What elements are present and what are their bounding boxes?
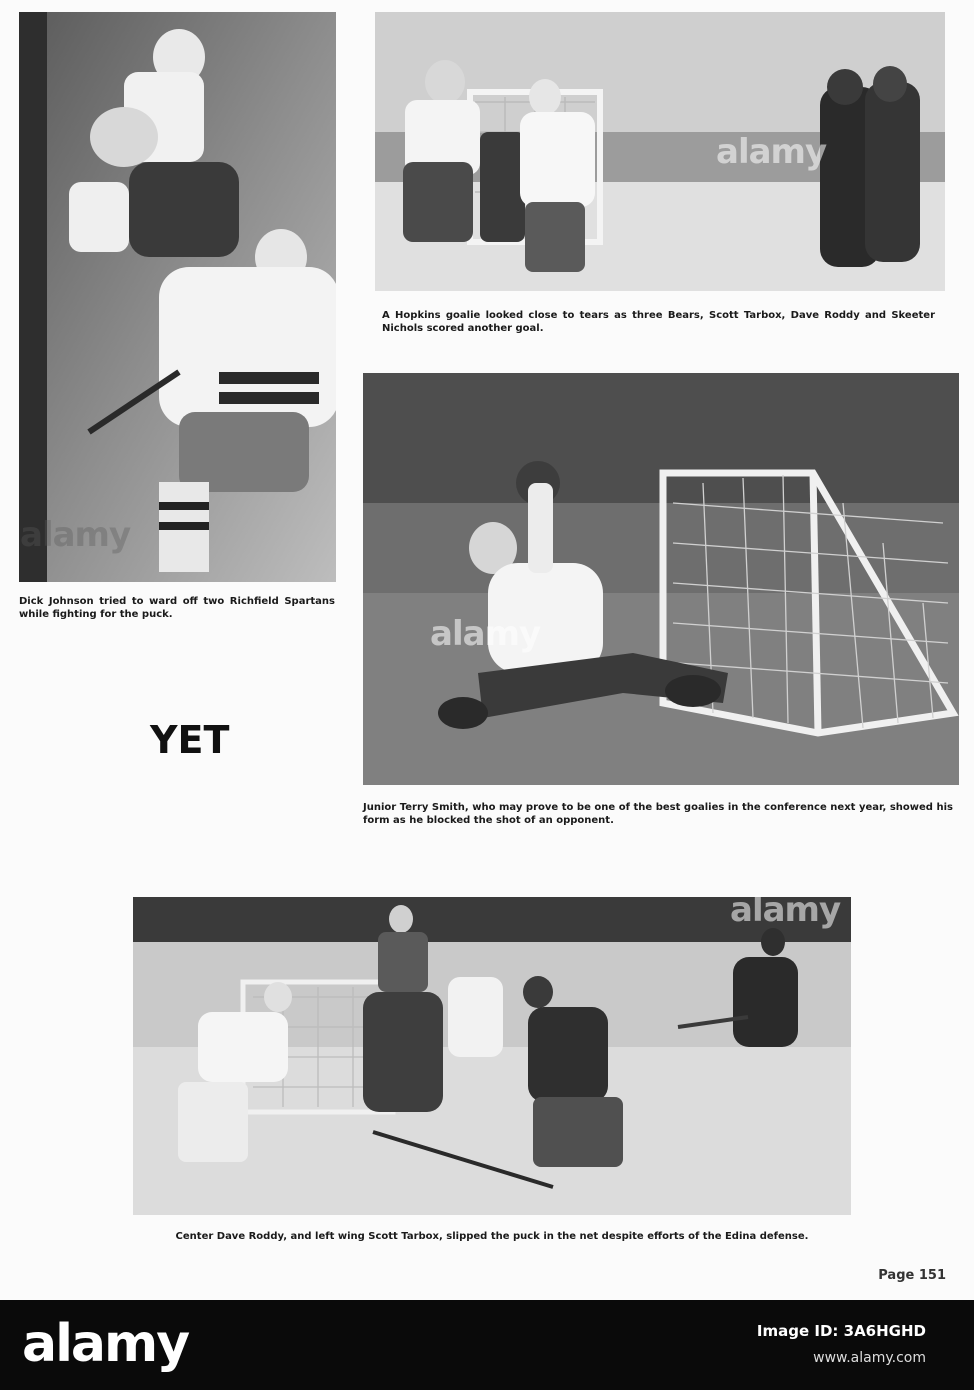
watermark-3: alamy xyxy=(730,890,841,930)
alamy-logo: alamy xyxy=(22,1314,189,1374)
caption-bottom: Center Dave Roddy, and left wing Scott Tarbox, slipped the puck in the net despite efforts of the Edina defense. xyxy=(175,1231,809,1242)
stock-banner xyxy=(0,1300,974,1390)
caption-top-left: Dick Johnson tried to ward off two Richfield Spartans while fighting for the puck. xyxy=(19,596,335,620)
photo-hopkins-goalie xyxy=(375,12,945,291)
caption-middle-right: Junior Terry Smith, who may prove to be one of the best goalies in the conference next year, showed his form as he blocked the shot of an opponent. xyxy=(363,802,953,826)
caption-top-right: A Hopkins goalie looked close to tears as three Bears, Scott Tarbox, Dave Roddy and Skeeter Nichols scored another goal. xyxy=(382,310,935,334)
page-number: Page 151 xyxy=(878,1268,946,1283)
heading-yet: YET xyxy=(150,718,230,762)
photo-terry-smith-save xyxy=(363,373,959,785)
watermark-2: alamy xyxy=(430,614,541,654)
photo-dick-johnson xyxy=(19,12,336,582)
watermark-1: alamy xyxy=(716,132,827,172)
photo-edina-game xyxy=(133,897,851,1215)
image-id: Image ID: 3A6HGHD xyxy=(756,1322,926,1340)
watermark-4: alamy xyxy=(20,515,131,555)
banner-url[interactable]: www.alamy.com xyxy=(813,1350,926,1366)
